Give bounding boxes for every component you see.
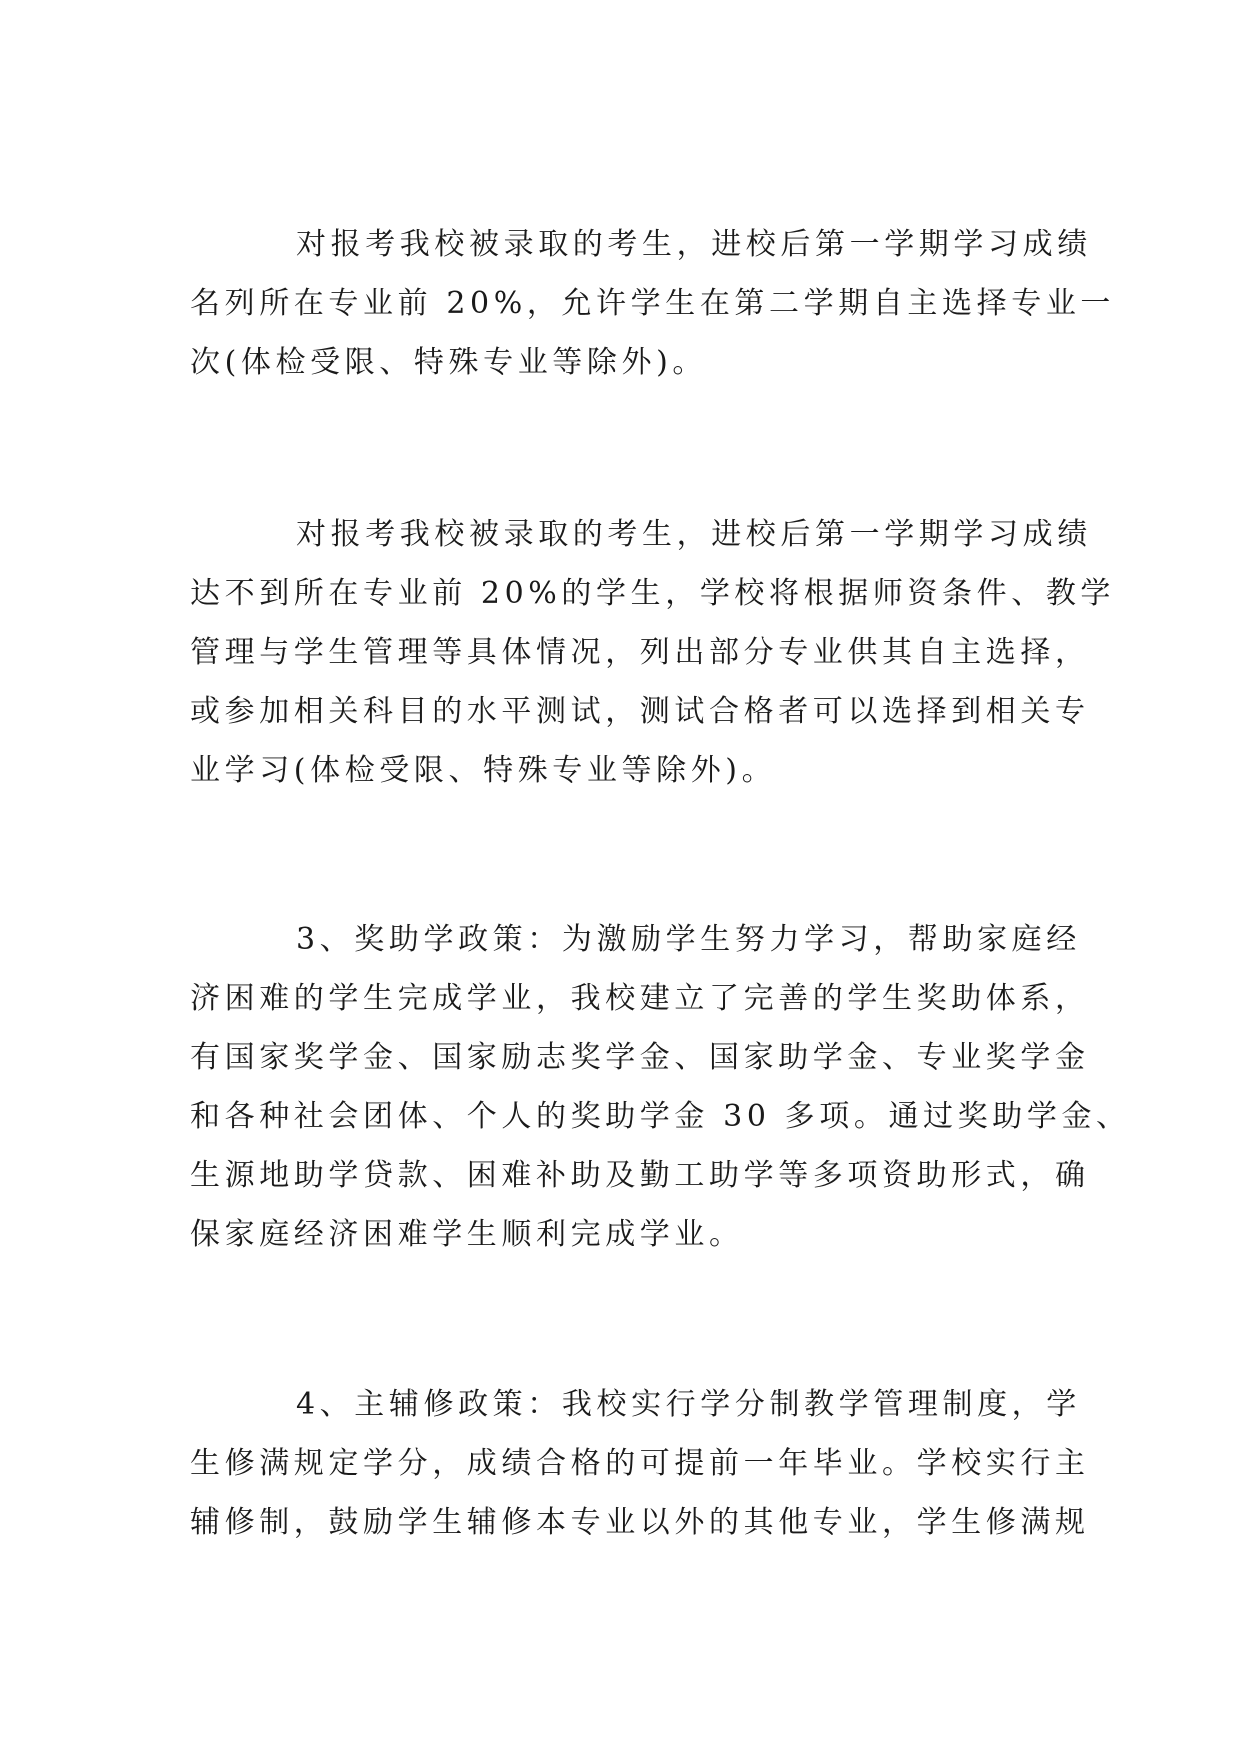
paragraph-line: 生修满规定学分，成绩合格的可提前一年毕业。学校实行主	[190, 1446, 1090, 1481]
paragraph-line: 业学习(体检受限、特殊专业等除外)。	[190, 753, 777, 788]
paragraph-line: 和各种社会团体、个人的奖助学金 30 多项。通过奖助学金、	[190, 1099, 1131, 1134]
paragraph-line: 达不到所在专业前 20%的学生，学校将根据师资条件、教学	[190, 576, 1116, 611]
paragraph-line: 对报考我校被录取的考生，进校后第一学期学习成绩	[296, 227, 1092, 262]
paragraph-line: 4、主辅修政策：我校实行学分制教学管理制度，学	[296, 1387, 1081, 1422]
paragraph-line: 对报考我校被录取的考生，进校后第一学期学习成绩	[296, 517, 1092, 552]
paragraph-line: 名列所在专业前 20%，允许学生在第二学期自主选择专业一	[190, 286, 1116, 321]
paragraph-major-change-below20	[190, 505, 1116, 800]
paragraph-line: 管理与学生管理等具体情况，列出部分专业供其自主选择，	[190, 635, 1090, 670]
paragraph-line: 生源地助学贷款、困难补助及勤工助学等多项资助形式，确	[190, 1158, 1090, 1193]
paragraph-line: 3、奖助学政策：为激励学生努力学习，帮助家庭经	[296, 922, 1081, 957]
paragraph-line: 辅修制，鼓励学生辅修本专业以外的其他专业，学生修满规	[190, 1505, 1090, 1540]
paragraph-scholarship-policy	[190, 910, 1131, 1264]
paragraph-major-change-top20	[190, 215, 1116, 392]
paragraph-line: 济困难的学生完成学业，我校建立了完善的学生奖助体系，	[190, 981, 1090, 1016]
paragraph-line: 有国家奖学金、国家励志奖学金、国家助学金、专业奖学金	[190, 1040, 1090, 1075]
paragraph-minor-policy	[190, 1375, 1090, 1552]
paragraph-line: 或参加相关科目的水平测试，测试合格者可以选择到相关专	[190, 694, 1090, 729]
paragraph-line: 次(体检受限、特殊专业等除外)。	[190, 345, 708, 380]
paragraph-line: 保家庭经济困难学生顺利完成学业。	[190, 1217, 744, 1252]
